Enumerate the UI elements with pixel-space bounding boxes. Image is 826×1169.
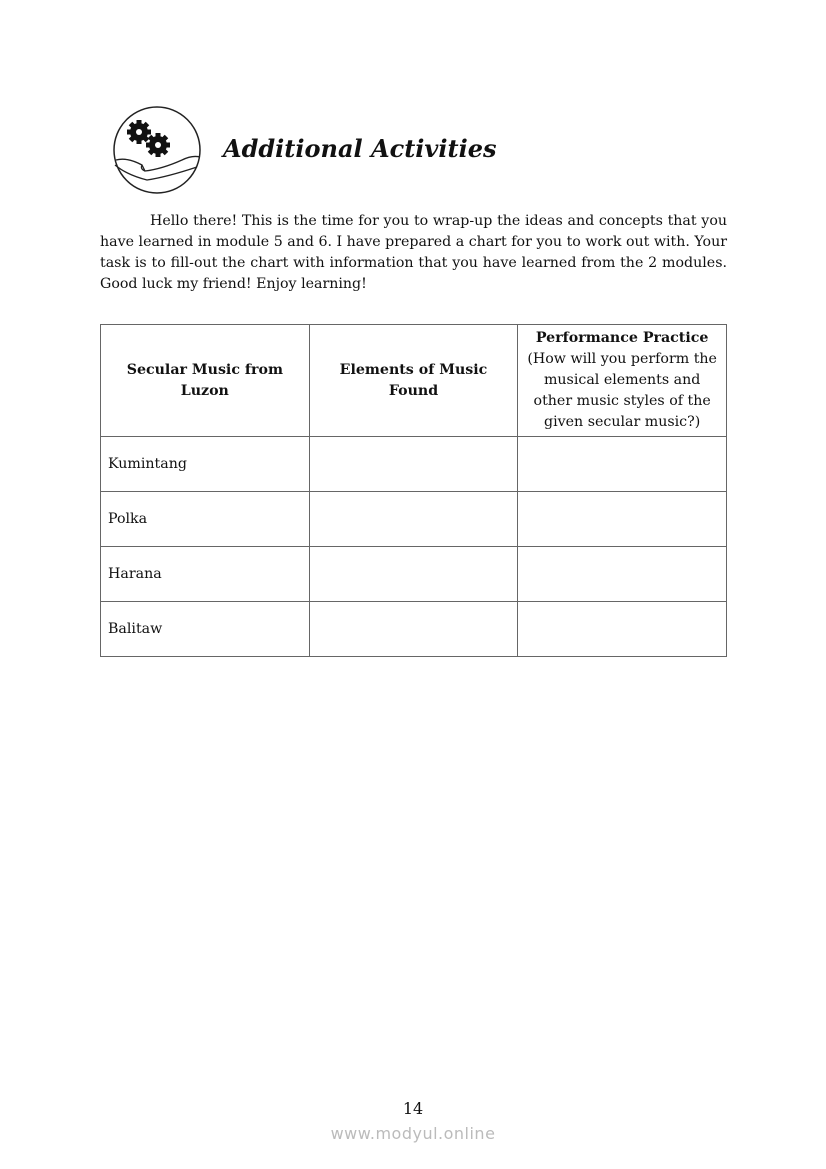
gears-in-hand-icon (112, 105, 202, 195)
performance-cell[interactable] (518, 602, 727, 657)
header-sublabel: (How will you perform the musical elements and other music styles of the given secular music?) (527, 351, 717, 430)
music-name: Balitaw (101, 602, 310, 657)
page-number: 14 (402, 1099, 424, 1118)
table-row (101, 547, 727, 602)
header-secular-music (101, 325, 310, 437)
music-name: Polka (101, 492, 310, 547)
performance-cell[interactable] (518, 547, 727, 602)
table-row (101, 602, 727, 657)
header-label: Secular Music from Luzon (126, 361, 283, 399)
intro-paragraph: Hello there! This is the time for you to wrap-up the ideas and concepts that you have learned in module 5 and 6. I have prepared a chart for you to work out with. Your task is to fill-out the chart with information that you have learned from the 2 modules. Good luck my friend! Enjoy learning! (100, 213, 727, 292)
header-label: Elements of Music Found (339, 361, 488, 399)
elements-cell[interactable] (309, 602, 518, 657)
elements-cell[interactable] (309, 547, 518, 602)
header-elements (309, 325, 518, 437)
header-performance (518, 325, 727, 437)
music-name: Harana (101, 547, 310, 602)
performance-cell[interactable] (518, 492, 727, 547)
performance-cell[interactable] (518, 437, 727, 492)
activity-chart (100, 324, 727, 657)
music-name: Kumintang (101, 437, 310, 492)
table-row (101, 492, 727, 547)
table-row (101, 437, 727, 492)
table-header-row (101, 325, 727, 437)
watermark: www.modyul.online (330, 1124, 496, 1143)
header-label: Performance Practice (535, 330, 709, 346)
elements-cell[interactable] (309, 492, 518, 547)
page-title: Additional Activities (223, 134, 497, 163)
elements-cell[interactable] (309, 437, 518, 492)
